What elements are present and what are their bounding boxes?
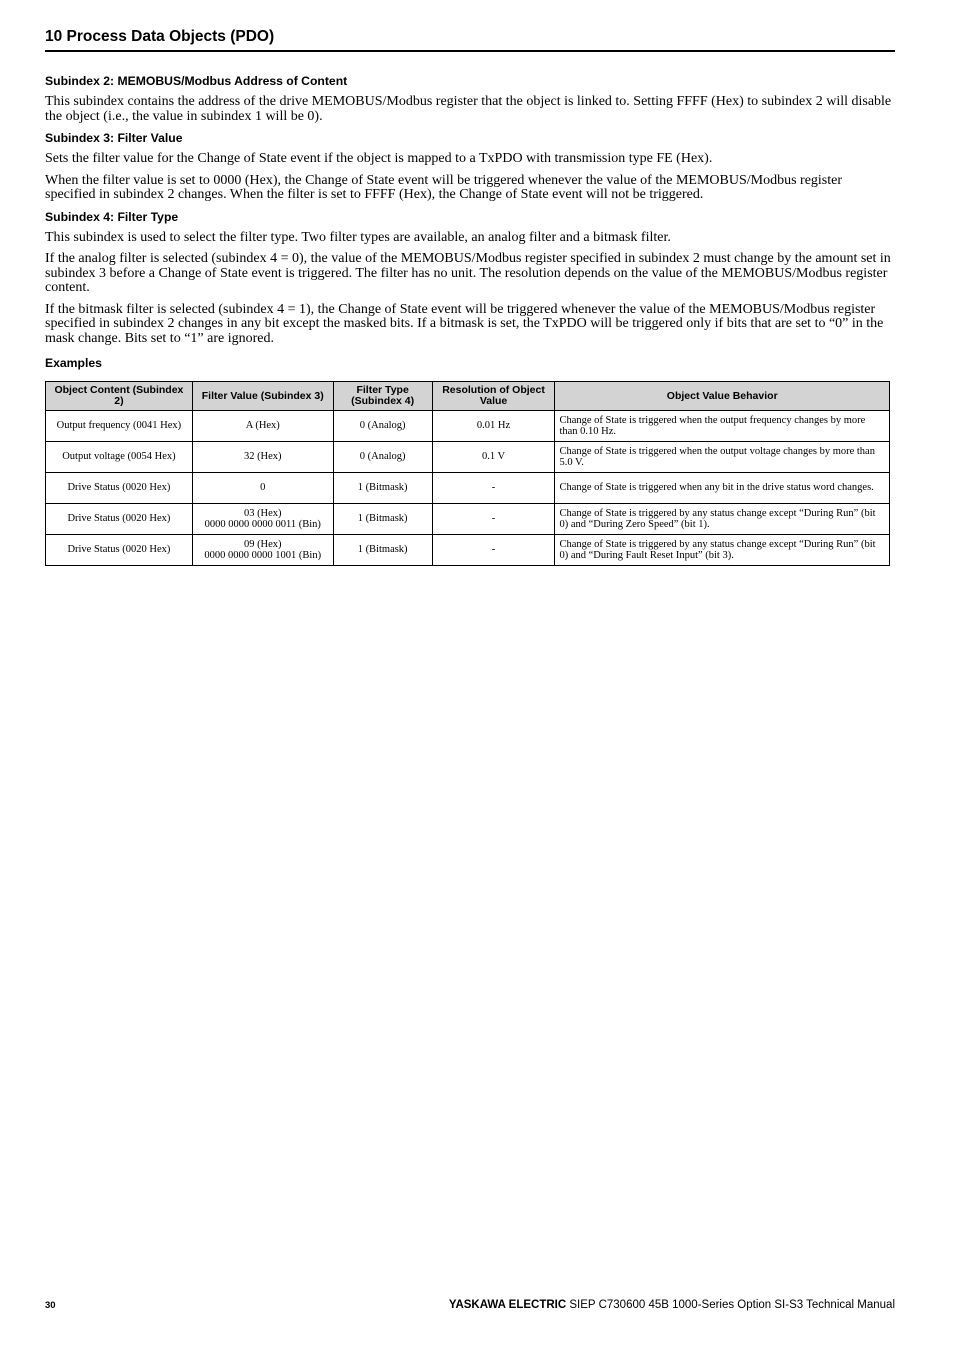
page-content xyxy=(45,74,895,566)
subindex-3-paragraph-1: Sets the filter value for the Change of State event if the object is mapped to a TxPDO with transmission type FE (Hex). xyxy=(45,151,713,166)
footer-doc-info xyxy=(449,1299,895,1311)
header-object-content: Object Content (Subindex 2) xyxy=(46,382,193,411)
filter-value-hex: A (Hex) xyxy=(245,420,280,432)
header-behavior: Object Value Behavior xyxy=(555,382,890,411)
subindex-3-heading: Subindex 3: Filter Value xyxy=(45,131,183,145)
subindex-4-paragraph-1: This subindex is used to select the filter type. Two filter types are available, an analog filter and a bitmask filter. xyxy=(45,229,671,245)
cell-filter-value xyxy=(192,473,333,504)
cell-filter-type: 1 (Bitmask) xyxy=(333,535,432,566)
table-row xyxy=(46,504,890,535)
cell-behavior: Change of State is triggered when the output voltage changes by more than 5.0 V. xyxy=(555,442,890,473)
cell-filter-type: 1 (Bitmask) xyxy=(333,473,432,504)
cell-object-content: Drive Status (0020 Hex) xyxy=(46,535,193,566)
footer-brand: YASKAWA ELECTRIC xyxy=(448,1299,567,1311)
cell-resolution: 0.01 Hz xyxy=(432,411,555,442)
filter-value-bin: 0000 0000 0000 0011 (Bin) xyxy=(204,519,321,530)
header-filter-value: Filter Value (Subindex 3) xyxy=(192,382,333,411)
subindex-4-paragraph-3: If the bitmask filter is selected (subindex 4 = 1), the Change of State event will be triggered whenever the value of the MEMOBUS/Modbus register specified in subindex 2 changes in any bit except the masked bits. If a bitmask is set, the TxPDO will be triggered only if bits that are set to “0” in the mask change. Bits set to “1” are ignored. xyxy=(45,301,884,346)
subindex-3-paragraph-2: When the filter value is set to 0000 (Hex), the Change of State event will be triggered whenever the value of the MEMOBUS/Modbus register specified in subindex 2 changes. When the filter is set to FFFF (Hex), the Change of State event will not be triggered. xyxy=(45,172,843,202)
cell-object-content: Output frequency (0041 Hex) xyxy=(46,411,193,442)
subindex-4-heading: Subindex 4: Filter Type xyxy=(45,209,179,224)
table-row xyxy=(46,411,890,442)
filter-value-bin: 0000 0000 0000 1001 (Bin) xyxy=(204,550,322,561)
cell-filter-value xyxy=(192,442,333,473)
examples-table xyxy=(45,381,890,566)
cell-filter-type: 1 (Bitmask) xyxy=(333,504,432,535)
filter-value-hex: 32 (Hex) xyxy=(243,451,282,463)
table-row xyxy=(46,535,890,566)
table-header-row xyxy=(46,382,890,411)
page-number: 30 xyxy=(45,1300,56,1311)
cell-behavior: Change of State is triggered by any status change except “During Run” (bit 0) and “During Fault Reset Input” (bit 3). xyxy=(555,535,890,566)
cell-filter-value xyxy=(192,504,333,535)
filter-value-hex: 03 (Hex) xyxy=(243,507,282,519)
cell-filter-value xyxy=(192,535,333,566)
cell-filter-type: 0 (Analog) xyxy=(333,411,432,442)
examples-heading: Examples xyxy=(45,356,102,370)
cell-object-content: Drive Status (0020 Hex) xyxy=(46,504,193,535)
cell-behavior: Change of State is triggered by any status change except “During Run” (bit 0) and “During Zero Speed” (bit 1). xyxy=(555,504,890,535)
cell-resolution: - xyxy=(432,535,555,566)
subindex-4-paragraph-2: If the analog filter is selected (subindex 4 = 0), the value of the MEMOBUS/Modbus register specified in subindex 2 must change by the amount set in subindex 3 before a Change of State event is triggered. The filter has no unit. The resolution depends on the value of the MEMOBUS/Modbus register content. xyxy=(45,251,891,295)
section-title: 10 Process Data Objects (PDO) xyxy=(45,28,275,45)
cell-object-content: Drive Status (0020 Hex) xyxy=(46,473,193,504)
filter-value-hex: 0 xyxy=(260,482,266,494)
header-filter-type: Filter Type (Subindex 4) xyxy=(333,382,432,411)
cell-filter-type: 0 (Analog) xyxy=(333,442,432,473)
subindex-2-heading: Subindex 2: MEMOBUS/Modbus Address of Content xyxy=(45,74,348,88)
cell-filter-value xyxy=(192,411,333,442)
header-resolution: Resolution of Object Value xyxy=(432,382,555,411)
table-row xyxy=(46,473,890,504)
cell-behavior: Change of State is triggered when the output frequency changes by more than 0.10 Hz. xyxy=(555,411,890,442)
page-footer xyxy=(45,1299,895,1313)
cell-object-content: Output voltage (0054 Hex) xyxy=(46,442,193,473)
footer-doc-title: SIEP C730600 45B 1000-Series Option SI-S3 Technical Manual xyxy=(566,1299,895,1311)
cell-resolution: - xyxy=(432,473,555,504)
cell-behavior: Change of State is triggered when any bit in the drive status word changes. xyxy=(555,473,890,504)
page-header xyxy=(45,28,895,52)
cell-resolution: - xyxy=(432,504,555,535)
table-row xyxy=(46,442,890,473)
cell-resolution: 0.1 V xyxy=(432,442,555,473)
subindex-2-paragraph: This subindex contains the address of the drive MEMOBUS/Modbus register that the object is linked to. Setting FFFF (Hex) to subindex 2 will disable the object (i.e., the value in subindex 1 will be 0). xyxy=(45,94,892,124)
filter-value-hex: 09 (Hex) xyxy=(243,538,282,550)
